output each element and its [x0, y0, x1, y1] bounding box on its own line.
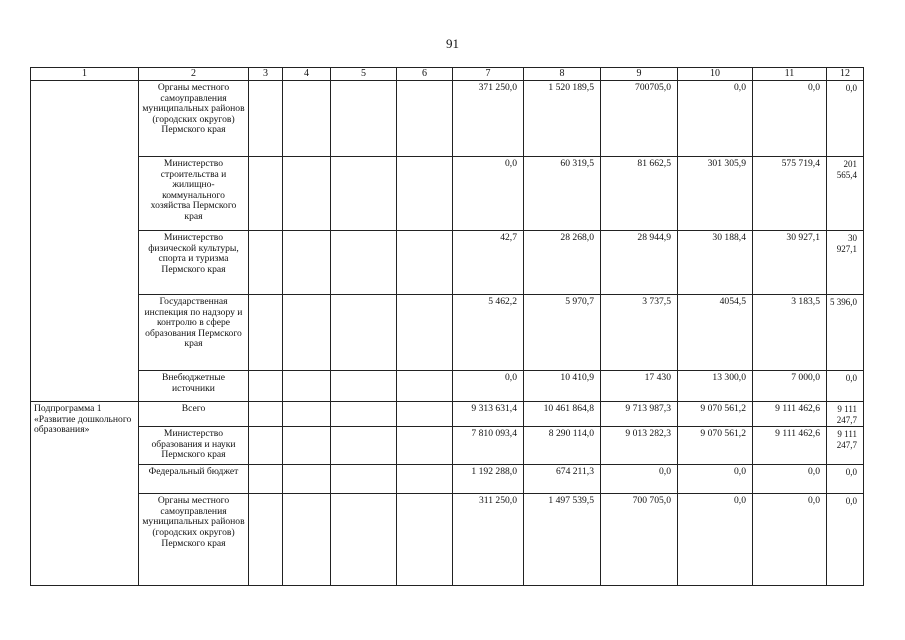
- empty-cell: [283, 295, 331, 371]
- value-cell: 9 070 561,2: [678, 427, 753, 465]
- empty-cell: [283, 157, 331, 231]
- value-cell: 700 705,0: [601, 494, 678, 586]
- empty-cell: [397, 402, 453, 427]
- value-cell: 0,0: [678, 81, 753, 157]
- value-cell: 30 188,4: [678, 231, 753, 295]
- empty-cell: [283, 402, 331, 427]
- value-cell: 700705,0: [601, 81, 678, 157]
- value-cell: 1 192 288,0: [453, 465, 524, 494]
- empty-cell: [283, 371, 331, 402]
- value-cell: 9 111 247,7: [827, 427, 864, 465]
- header-row: [31, 68, 864, 81]
- value-cell: 0,0: [827, 465, 864, 494]
- value-cell: 3 737,5: [601, 295, 678, 371]
- empty-cell: [249, 81, 283, 157]
- value-cell: 4054,5: [678, 295, 753, 371]
- table-row: [31, 427, 864, 465]
- table-row: [31, 231, 864, 295]
- header-cell: 10: [678, 68, 753, 81]
- source-name-cell: Федеральный бюджет: [139, 465, 249, 494]
- value-cell: 0,0: [678, 494, 753, 586]
- empty-cell: [283, 427, 331, 465]
- table-row: [31, 494, 864, 586]
- value-cell: 9 070 561,2: [678, 402, 753, 427]
- source-name-cell: Всего: [139, 402, 249, 427]
- source-name-cell: Министерство строительства и жилищно-коммунального хозяйства Пермского края: [139, 157, 249, 231]
- value-cell: 0,0: [827, 371, 864, 402]
- empty-cell: [397, 157, 453, 231]
- value-cell: 0,0: [753, 81, 827, 157]
- empty-cell: [249, 371, 283, 402]
- empty-cell: [249, 494, 283, 586]
- value-cell: 9 111 462,6: [753, 402, 827, 427]
- value-cell: 0,0: [678, 465, 753, 494]
- value-cell: 5 462,2: [453, 295, 524, 371]
- table-row: [31, 371, 864, 402]
- header-cell: 6: [397, 68, 453, 81]
- header-cell: 3: [249, 68, 283, 81]
- source-name-cell: Министерство образования и науки Пермского края: [139, 427, 249, 465]
- empty-cell: [249, 465, 283, 494]
- source-name-cell: Внебюджетные источники: [139, 371, 249, 402]
- value-cell: 42,7: [453, 231, 524, 295]
- header-cell: 7: [453, 68, 524, 81]
- value-cell: 7 000,0: [753, 371, 827, 402]
- value-cell: 0,0: [827, 494, 864, 586]
- value-cell: 311 250,0: [453, 494, 524, 586]
- table-row: [31, 465, 864, 494]
- value-cell: 0,0: [753, 465, 827, 494]
- program-cell: [31, 81, 139, 402]
- value-cell: 10 410,9: [524, 371, 601, 402]
- value-cell: 0,0: [827, 81, 864, 157]
- value-cell: 9 313 631,4: [453, 402, 524, 427]
- header-cell: 8: [524, 68, 601, 81]
- header-cell: 12: [827, 68, 864, 81]
- value-cell: 28 268,0: [524, 231, 601, 295]
- empty-cell: [331, 231, 397, 295]
- value-cell: 13 300,0: [678, 371, 753, 402]
- value-cell: 30 927,1: [753, 231, 827, 295]
- value-cell: 9 111 462,6: [753, 427, 827, 465]
- header-cell: 2: [139, 68, 249, 81]
- empty-cell: [397, 231, 453, 295]
- empty-cell: [331, 427, 397, 465]
- header-cell: 11: [753, 68, 827, 81]
- header-cell: 4: [283, 68, 331, 81]
- empty-cell: [331, 157, 397, 231]
- header-cell: 5: [331, 68, 397, 81]
- empty-cell: [331, 371, 397, 402]
- table-row: [31, 402, 864, 427]
- value-cell: 9 013 282,3: [601, 427, 678, 465]
- value-cell: 1 497 539,5: [524, 494, 601, 586]
- empty-cell: [397, 427, 453, 465]
- empty-cell: [331, 295, 397, 371]
- value-cell: 9 713 987,3: [601, 402, 678, 427]
- value-cell: 9 111 247,7: [827, 402, 864, 427]
- budget-table: [30, 67, 864, 586]
- value-cell: 28 944,9: [601, 231, 678, 295]
- value-cell: 17 430: [601, 371, 678, 402]
- value-cell: 60 319,5: [524, 157, 601, 231]
- table-row: [31, 157, 864, 231]
- table-row: [31, 81, 864, 157]
- value-cell: 1 520 189,5: [524, 81, 601, 157]
- empty-cell: [249, 157, 283, 231]
- empty-cell: [283, 231, 331, 295]
- value-cell: 30 927,1: [827, 231, 864, 295]
- value-cell: 201 565,4: [827, 157, 864, 231]
- value-cell: 371 250,0: [453, 81, 524, 157]
- value-cell: 5 970,7: [524, 295, 601, 371]
- program-cell: Подпрограмма 1 «Развитие дошкольного образования»: [31, 402, 139, 586]
- empty-cell: [397, 81, 453, 157]
- value-cell: 5 396,0: [827, 295, 864, 371]
- header-cell: 1: [31, 68, 139, 81]
- empty-cell: [397, 371, 453, 402]
- value-cell: 8 290 114,0: [524, 427, 601, 465]
- source-name-cell: Министерство физической культуры, спорта и туризма Пермского края: [139, 231, 249, 295]
- source-name-cell: Органы местного самоуправления муниципальных районов (городских округов) Пермского края: [139, 81, 249, 157]
- empty-cell: [397, 295, 453, 371]
- empty-cell: [283, 81, 331, 157]
- empty-cell: [249, 295, 283, 371]
- empty-cell: [331, 494, 397, 586]
- value-cell: 301 305,9: [678, 157, 753, 231]
- page-number: 91: [446, 36, 459, 51]
- empty-cell: [331, 81, 397, 157]
- value-cell: 674 211,3: [524, 465, 601, 494]
- table-row: [31, 295, 864, 371]
- empty-cell: [331, 465, 397, 494]
- value-cell: 0,0: [453, 157, 524, 231]
- value-cell: 0,0: [753, 494, 827, 586]
- header-cell: 9: [601, 68, 678, 81]
- value-cell: 7 810 093,4: [453, 427, 524, 465]
- value-cell: 3 183,5: [753, 295, 827, 371]
- empty-cell: [397, 494, 453, 586]
- empty-cell: [249, 427, 283, 465]
- empty-cell: [283, 465, 331, 494]
- source-name-cell: Органы местного самоуправления муниципальных районов (городских округов) Пермского края: [139, 494, 249, 586]
- empty-cell: [331, 402, 397, 427]
- source-name-cell: Государственная инспекция по надзору и контролю в сфере образования Пермского края: [139, 295, 249, 371]
- empty-cell: [397, 465, 453, 494]
- value-cell: 0,0: [601, 465, 678, 494]
- empty-cell: [249, 402, 283, 427]
- value-cell: 10 461 864,8: [524, 402, 601, 427]
- value-cell: 0,0: [453, 371, 524, 402]
- value-cell: 81 662,5: [601, 157, 678, 231]
- value-cell: 575 719,4: [753, 157, 827, 231]
- empty-cell: [249, 231, 283, 295]
- empty-cell: [283, 494, 331, 586]
